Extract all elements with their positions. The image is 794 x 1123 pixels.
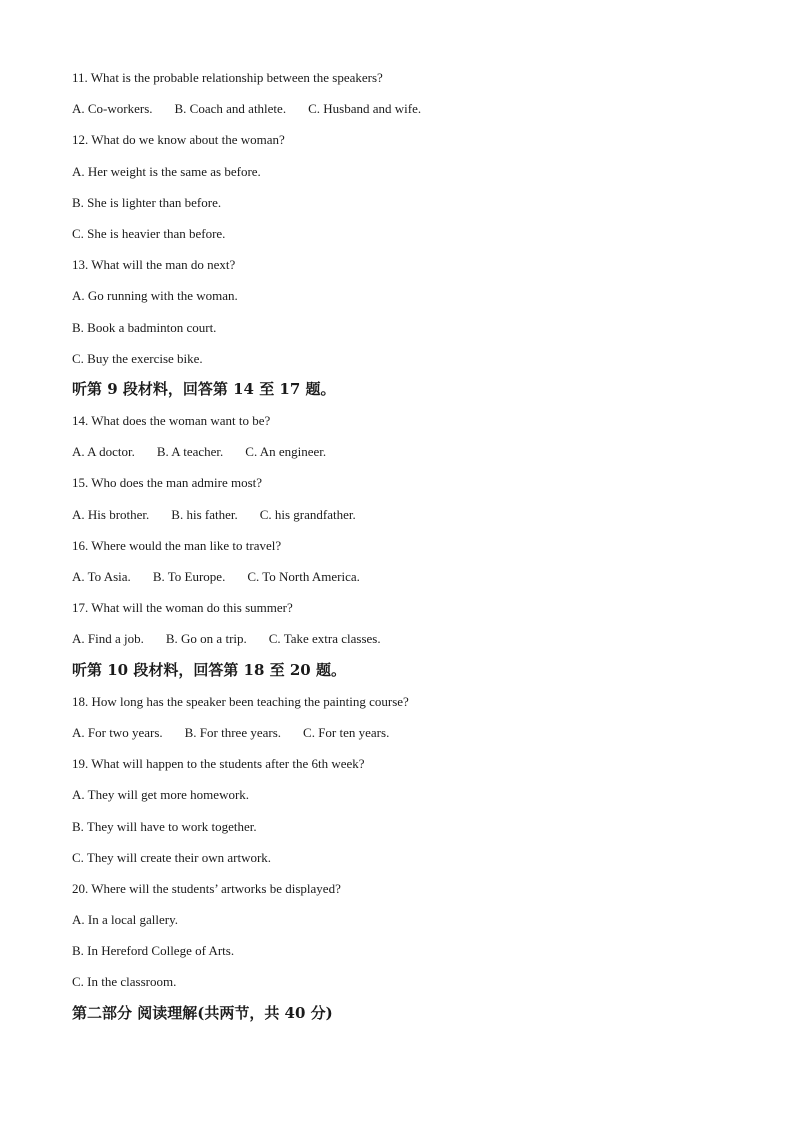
- question-line: C. She is heavier than before.: [72, 225, 226, 241]
- exam-page: [72, 62, 732, 1029]
- answer-option: B. For three years.: [184, 724, 282, 740]
- question-line: C. They will create their own artwork.: [72, 849, 272, 865]
- answer-options-row: [72, 561, 732, 592]
- answer-option: C. his grandfather.: [259, 506, 356, 522]
- answer-option: A. For two years.: [72, 724, 163, 740]
- question-line: 18. How long has the speaker been teaching the painting course?: [72, 693, 409, 709]
- answer-option: A. To Asia.: [72, 569, 131, 584]
- answer-option: C. Take extra classes.: [268, 631, 381, 647]
- question-line: 12. What do we know about the woman?: [72, 132, 285, 148]
- question-line: 13. What will the man do next?: [72, 257, 236, 273]
- question-line: 17. What will the woman do this summer?: [72, 600, 293, 616]
- question-line: A. In a local gallery.: [72, 912, 178, 928]
- question-line: 11. What is the probable relationship between the speakers?: [72, 70, 383, 85]
- question-line: A. Go running with the woman.: [72, 288, 238, 304]
- question-line: B. Book a badminton court.: [72, 319, 217, 335]
- answer-option: C. For ten years.: [303, 724, 390, 740]
- section-heading: 听第 9 段材料，回答第 14 至 17 题。: [72, 379, 336, 398]
- answer-option: A. His brother.: [72, 506, 150, 522]
- section-heading: 第二部分 阅读理解(共两节，共 40 分): [72, 1003, 333, 1022]
- answer-options-row: [72, 436, 732, 467]
- answer-option: A. A doctor.: [72, 444, 135, 460]
- section-heading: 听第 10 段材料，回答第 18 至 20 题。: [72, 660, 346, 679]
- answer-option: B. Coach and athlete.: [174, 101, 287, 117]
- answer-option: C. An engineer.: [245, 444, 327, 460]
- answer-options-row: [72, 93, 732, 124]
- answer-option: B. To Europe.: [152, 569, 226, 584]
- question-line: 16. Where would the man like to travel?: [72, 537, 282, 553]
- question-line: A. Her weight is the same as before.: [72, 163, 261, 179]
- question-line: B. They will have to work together.: [72, 818, 257, 834]
- answer-option: C. To North America.: [247, 569, 360, 584]
- question-line: 20. Where will the students’ artworks be displayed?: [72, 880, 341, 896]
- answer-options-row: [72, 717, 732, 748]
- answer-option: A. Co-workers.: [72, 101, 153, 117]
- question-line: B. In Hereford College of Arts.: [72, 943, 235, 959]
- answer-option: B. A teacher.: [156, 444, 224, 460]
- question-line: B. She is lighter than before.: [72, 194, 222, 210]
- answer-options-row: [72, 499, 732, 530]
- answer-option: B. Go on a trip.: [165, 631, 247, 647]
- answer-option: A. Find a job.: [72, 631, 144, 647]
- answer-option: C. Husband and wife.: [308, 101, 422, 117]
- question-line: 14. What does the woman want to be?: [72, 413, 271, 429]
- question-line: 15. Who does the man admire most?: [72, 475, 263, 491]
- question-line: 19. What will happen to the students after the 6th week?: [72, 756, 365, 772]
- question-line: A. They will get more homework.: [72, 787, 250, 803]
- answer-option: B. his father.: [171, 506, 238, 522]
- question-line: C. In the classroom.: [72, 974, 177, 990]
- question-line: C. Buy the exercise bike.: [72, 350, 203, 366]
- answer-options-row: [72, 623, 732, 654]
